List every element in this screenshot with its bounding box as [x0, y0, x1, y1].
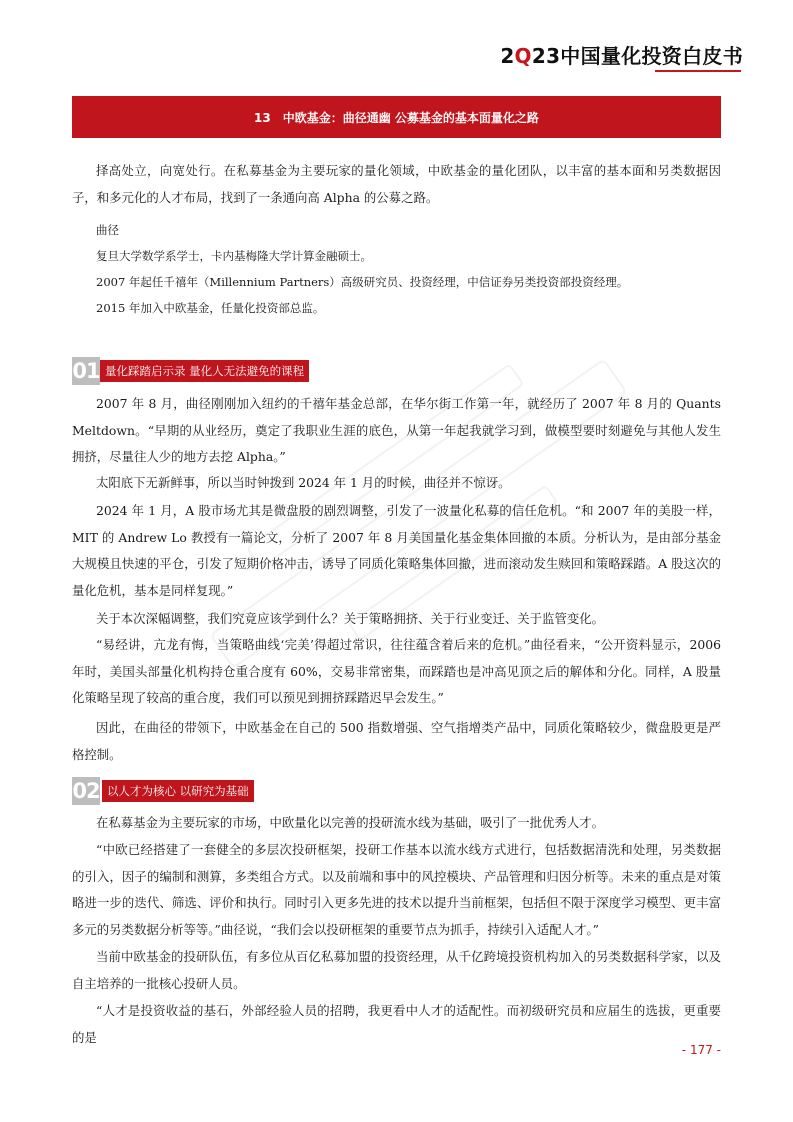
- header-title-q: Q: [514, 44, 532, 68]
- document-header-title: [500, 40, 743, 69]
- header-title-post: 23中国量化投资白皮书: [531, 44, 743, 68]
- header-rule: [655, 70, 741, 72]
- body-paragraph: 太阳底下无新鲜事，所以当时钟拨到 2024 年 1 月的时候，曲径并不惊讶。: [96, 475, 511, 490]
- header-title-pre: 2: [500, 44, 515, 68]
- chapter-banner-title: 13 中欧基金：曲径通幽 公募基金的基本面量化之路: [254, 110, 539, 125]
- body-paragraph: 2007 年 8 月，曲径刚刚加入纽约的千禧年基金总部，在华尔街工作第一年，就经历了 2007 年 8 月的 Quants Meltdown。“早期的从业经历，奠定了我职业生涯的底色，从第一年起我就学习到，做模型要时刻避免与其他人发生拥挤，尽量往人少的地方去挖 Alpha。”: [72, 396, 721, 464]
- body-paragraph: 因此，在曲径的带领下，中欧基金在自己的 500 指数增强、空气指增类产品中，同质化策略较少，微盘股更是严格控制。: [72, 720, 721, 762]
- body-paragraph: 当前中欧基金的投研队伍，有多位从百亿私募加盟的投资经理，从千亿跨境投资机构加入的另类数据科学家，以及自主培养的一批核心投研人员。: [72, 949, 721, 991]
- section-heading-01: [72, 357, 309, 385]
- body-paragraph: 在私募基金为主要玩家的市场，中欧量化以完善的投研流水线为基础，吸引了一批优秀人才。: [96, 815, 605, 830]
- section-number: 02: [72, 779, 100, 803]
- body-paragraph: “中欧已经搭建了一套健全的多层次投研框架，投研工作基本以流水线方式进行，包括数据清洗和处理，另类数据的引入，因子的编制和测算，多类组合方式。以及前端和事中的风控模块、产品管理和归因分析等。未来的重点是对策略进一步的迭代、筛选、评价和执行。同时引入更多先进的技术以提升当前框架，包括但不限于深度学习模型、更丰富多元的另类数据分析等等。”曲径说，“我们会以投研框架的重要节点为抓手，持续引入适配人才。”: [72, 842, 721, 937]
- section-title: 量化踩踏启示录 量化人无法避免的课程: [100, 360, 309, 382]
- body-paragraph: 2024 年 1 月，A 股市场尤其是微盘股的剧烈调整，引发了一波量化私募的信任危机。“和 2007 年的美股一样，MIT 的 Andrew Lo 教授有一篇论文，分析了 2007 年 8 月美国量化基金集体回撤的本质。分析认为，是由部分基金大规模且快速的平仓，引发了短期价格冲击，诱导了同质化策略集体回撤，进而滚动发生赎回和策略踩踏。A 股这次的量化危机，基本是同样复现。”: [72, 503, 721, 598]
- section-heading-02: [72, 777, 254, 805]
- section-title: 以人才为核心 以研究为基础: [102, 780, 254, 802]
- section-number: 01: [72, 359, 100, 383]
- body-paragraph: 关于本次深幅调整，我们究竟应该学到什么？关于策略拥挤、关于行业变迁、关于监管变化。: [96, 611, 605, 626]
- profile-line: 2007 年起任千禧年（Millennium Partners）高级研究员、投资经理，中信证券另类投资部投资经理。: [96, 275, 629, 289]
- intro-paragraph: 择高处立，向宽处行。在私募基金为主要玩家的量化领域，中欧基金的量化团队，以丰富的基本面和另类数据因子，和多元化的人才布局，找到了一条通向高 Alpha 的公募之路。: [72, 163, 721, 205]
- page-number: - 177 -: [681, 1043, 721, 1057]
- body-paragraph: “人才是投资收益的基石，外部经验人员的招聘，我更看中人才的适配性。而初级研究员和应届生的选拔，更重要的是: [72, 1003, 721, 1045]
- profile-name: 曲径: [96, 223, 119, 237]
- chapter-banner: [72, 96, 721, 138]
- profile-line: 2015 年加入中欧基金，任量化投资部总监。: [96, 301, 325, 315]
- profile-line: 复旦大学数学系学士，卡内基梅隆大学计算金融硕士。: [96, 249, 372, 263]
- body-paragraph: “易经讲，亢龙有悔，当策略曲线‘完美’得超过常识，往往蕴含着后来的危机。”曲径看来，“公开资料显示，2006 年时，美国头部量化机构持仓重合度有 60%，交易非常密集，而踩踏也是冲高见顶之后的解体和分化。同样，A 股量化策略呈现了较高的重合度，我们可以预见到拥挤踩踏迟早会发生。”: [72, 637, 721, 705]
